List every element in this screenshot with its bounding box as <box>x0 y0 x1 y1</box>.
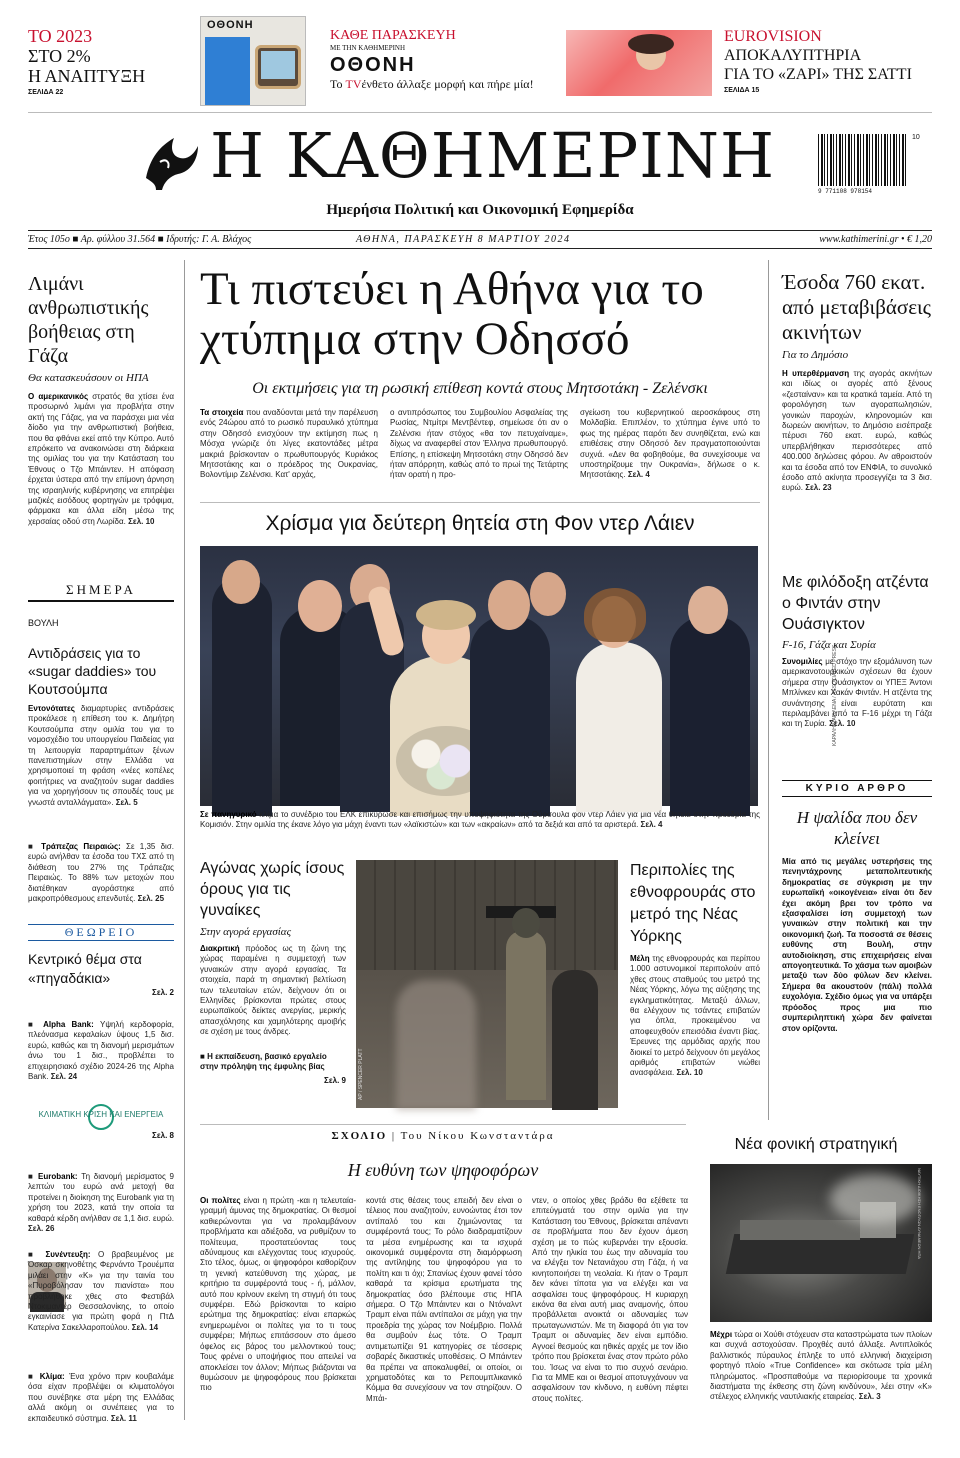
person-6-hair <box>584 588 646 642</box>
promo-right-line2: ΑΠΟΚΑΛΥΠΤΗΡΙΑ <box>724 47 862 64</box>
barcode-issue: 10 <box>912 134 920 141</box>
soldier-figure <box>506 930 546 1100</box>
main-col-3: σγείωση του κυβερνητικού αεροσκάφους στη Μολδαβία. Επιπλέον, το χτύπημα έγινε υπό το φως της ημέρας παρότι δεν συνηθίζεται, ενώ και επιθέσεις στην Οδησσό δεν πραγματοποιούνται συχνά. «Δεν θα φοβηθούμε, θα συνεχίσουμε να υποστηρίζουμε την Ουκρανία», δήλωσε ο κ. Μητσοτάκης. Σελ. 4 <box>580 408 760 480</box>
othoni-cover-logo: ΟΘΟΝΗ <box>207 19 254 31</box>
promo-left-ref: ΣΕΛΙΔΑ 22 <box>28 89 64 96</box>
eurobank-brief[interactable]: ■ Eurobank: Τη διανομή μερίσματος 9 λεπτών του ευρώ ανά μετοχή θα προτείνει η διοίκηση της Eurobank για τη χρήση του 2023, κατά την οποία τα καθαρά κέρδη ανήλθαν σε 1,1 δισ. ευρώ. Σελ. 26 <box>28 1172 175 1234</box>
dateline-left: Έτος 105ο ■ Αρ. φύλλου 31.564 ■ Ιδρυτής: Γ. Α. Βλάχος <box>28 234 252 245</box>
bullet-icon-2: ■ <box>28 1020 44 1029</box>
promo-left-line2: ΣΤΟ 2% <box>28 46 91 66</box>
gaza-story[interactable] <box>28 272 174 556</box>
women-body: Διακριτική πρόοδος ως τη ζώνη της χώρας παραμένει η συμμετοχή των γυναικών στην αγορά εργασίας. Τα στοιχεία, παρά τη σημαντική βελτίωση των τελευταίων ετών, δείχνουν ότι οι Ελληνίδες βρίσκονται πρώτες στους ευρωπαϊκούς δείκτες ανεργίας, μερικής απασχόλησης και χαμηλότερης αμοιβής σε σχέση με τους άνδρες. <box>200 944 346 1037</box>
gaza-title: Λιμάνι ανθρωπιστικής βοήθειας στη Γάζα <box>28 273 149 367</box>
scholio-author: Του Νίκου Κωνσταντάρα <box>400 1130 555 1142</box>
scholio-col-3: ντεν, ο οποίος χθες βράδυ θα εξέθετε τα επιτεύγματά του στην ομιλία για την Κατάσταση του Έθνους, βρίσκεται απέναντι σε προβλήματα που δεν έχουν άμεση σχέση με το πώς κυβερνάει την εξουσία. Από την ηλικία του έως την αδυναμία του να ελέγξει τον Νετανιάχου στη Γάζα, ή να κινητοποιήσει τη νεολαία. Κι ήταν ο Τραμπ δεν κάνει τίποτα για να ελέγξει και να ασφαλίσει τους ψηφοφόρους. Η κυριαρχη εικόνα θα είναι αυτή μιας αναμονής, όπου προβάλλεται ανοικτά οι αδυναμίες των πρωταγωνιστών. Με τη διαφορά ότι για τον Τραμπ οι αδυναμίες δεν είναι εμπόδιο. Αγνοεί θεσμούς και ηθικές αρχές με τον ίδιο τρόπο που βρίσκεται ένας στον πρώτο ρόλο του. Ίσως να είναι το πιο συχνό σενάριο. Για τα ΜΜΕ και οι θεσμοί αποτυγχάνουν να ασφαλίσουν τον κίνδυνο, η ευθύνη πέφτει στους πολίτες. <box>532 1196 688 1403</box>
person-6 <box>576 642 662 812</box>
climate-section[interactable] <box>28 1110 174 1140</box>
naval-body: Μέχρι τώρα οι Χούθι στόχευαν στα καταστρώματα των πλοίων και συχνά αστοχούσαν. Προχθές αυτό άλλαξε. Αντιπλοϊκός βαλλιστικός πύραυλος έπληξε το υπό ελληνική διαχείριση φορτηγό πλοίο «True Confidence» και σκότωσε τρία μέλη πληρώματος. «Προσπαθούμε να περιορίσουμε τα χρονικά διαστήματα της έκθεσης στη ζώνη κινδύνου», λέει στην «Κ» στέλεχος ελληνικής ναυτιλιακής εταιρείας. Σελ. 3 <box>710 1330 932 1402</box>
esoda-story[interactable] <box>782 270 932 515</box>
promo-right-kicker: EUROVISION <box>724 28 822 45</box>
vouli-label: ΒΟΥΛΗ <box>28 618 59 628</box>
promo-right-line3: ΓΙΑ ΤΟ «ΖΑΡΙ» ΤΗΣ ΣΑΤΤΙ <box>724 66 912 83</box>
main-deck: Οι εκτιμήσεις για τη ρωσική επίθεση κοντά στους Μητσοτάκη - Ζελένσκι <box>252 380 708 397</box>
gaza-body: Ο αμερικανικός στρατός θα χτίσει ένα προσωρινό λιμάνι για προβλήτα στην ακτή της Γάζας, για να παράσχει μια νέα δίοδο για την ανθρωπιστική βοήθεια, που θα φθάνει εκεί από την Κύπρο. Αυτό επρόκειτο να ανακοινώσει στη διάρκεια της ομιλίας του για την Κατάσταση του Έθνους ο Τζο Μπάιντεν. Η απόφαση έρχεται ύστερα από την επίμονη άρνηση της ισραηλινής κυβέρνησης να επιτρέψει μαζικές εισόδους φορτηγών με τρόφιμα, φάρμακα και άλλα είδη μέσω της χερσαίας οδού στη Λωρίδα. Σελ. 10 <box>28 392 174 526</box>
sugar-story[interactable] <box>28 644 174 830</box>
promo-left[interactable] <box>28 26 193 96</box>
smoke <box>830 1174 920 1224</box>
main-col-1: Τα στοιχεία που αναδύονται μετά την παρέλευση ενός 24ώρου από το ρωσικό πυραυλικό χτύπημα στην Οδησσό ενισχύουν την εκτίμηση πως η Μόσχα γνώριζε ότι λίγες εκατοντάδες μέτρα μακριά βρίσκονταν ο πρωθυπουργός Κυριάκος Μητσοτάκης και ο πρόεδρος της Ουκρανίας, Βολοντίμιρ Ζελένσκι. Κατ' αρχάς, <box>200 408 379 480</box>
promo-left-line3: Η ΑΝΑΠΤΥΞΗ <box>28 66 146 86</box>
othoni-cover-image[interactable] <box>200 16 306 106</box>
editorial[interactable] <box>782 780 932 1089</box>
rule-left-col <box>184 260 185 1420</box>
person-4-face <box>488 580 530 630</box>
masthead-title: Η ΚΑΘΗΜΕΡΙΝΗ <box>210 119 776 192</box>
bullet-icon: ■ <box>28 842 42 851</box>
climate-label: ΚΛΙΜΑΤΙΚΗ ΚΡΙΣΗ ΚΑΙ ΕΝΕΡΓΕΙΑ <box>38 1110 164 1119</box>
barcode <box>818 134 908 186</box>
promo-middle[interactable] <box>330 28 540 92</box>
alpha-brief[interactable]: ■ Alpha Bank: Υψηλή κερδοφορία, πλεόνασμα κεφαλαίων ύψους 1,5 δισ. ευρώ, καθώς και τη διανομή μερισμάτων άνω του 1 δισ., προβλέπει το επιχειρησιακό σχέδιο 2024-26 της Alpha Bank. Σελ. 24 <box>28 1020 174 1082</box>
bullet-icon-3: ■ <box>28 1172 39 1181</box>
editorial-body: Μία από τις μεγάλες υστερήσεις της πενηντάχρονης μεταπολιτευτικής δημοκρατίας σε σύγκριση με την ευρωπαϊκή «οικογένεια» είναι ότι δεν έχει ακόμη βρει τον τρόπο να εξασφαλίσει ίση συμμετοχή των γυναικών στην πολιτική και την οικονομική ζωή. Τα ποσοστά σε θέσεις ευθύνης στη Βουλή, στην αυτοδιοίκηση, στις επιχειρήσεις είναι απογοητευτικά. Το χάσμα των αμοιβών μεταξύ των δύο φύλων δεν κλείνει. Σήμερα θα ακουστούν (πάλι) πολλά ευχολόγια. Σχέδιο όμως για να υπάρξει πρόοδος προς μια πιο συμπεριληπτική χώρα δεν φαίνεται στον ορίζοντα. <box>782 857 932 1033</box>
commuter-blur <box>396 980 476 1110</box>
esoda-body: Η υπερθέρμανση της αγοράς ακινήτων και ιδίως οι αγορές από ξένους «ζεσταίναν» και τα κρατικά ταμεία. Από τη φορολόγηση των αγοραπωλησιών, γονικών παροχών, κληρονομιών και δωρεών ακινήτων, το Δημόσιο εισέπραξε πέρυσι 760 εκατ. ευρώ, καθώς υπερβλήθηκαν περισσότερες από 400.000 δηλώσεις φόρου. Αν αθροιστούν και τα έσοδα από τον ΕΝΦΙΑ, το συνολικό έσοδο από ακίνητα προσεγγίζει τα 3 δισ. ευρώ. Σελ. 23 <box>782 369 933 493</box>
sugar-body: Εντονότατες διαμαρτυρίες αντιδράσεις προκάλεσε η επίθεση του κ. Δημήτρη Κουτσούμπα στην ομιλία του για το νομοσχέδιο του υπουργείου Παιδείας για τη λειτουργία παραρτημάτων ξένων πανεπιστημίων στην Ελλάδα να χρησιμοποιεί τη φράση «νέες κοπέλες φοιτήτριες να αναζητούν sugar daddies για να χορηγήσουν τις σπουδές τους με γνωστά ανταλλάγματα». Σελ. 5 <box>28 704 174 807</box>
dateline-bottom-rule <box>28 248 932 249</box>
square-bullet-icon: ■ <box>200 1052 208 1061</box>
promo-divider <box>28 112 932 113</box>
agenda-title: Με φιλόδοξη ατζέντα ο Φιντάν στην Ουάσιγκτον <box>782 574 929 633</box>
scholio-col-2: κοντά στις θέσεις τους επειδή δεν είναι ο τέλειος που αναζητούν, ευνοώντας έτσι τον αντίπαλό του και ζημιώνοντας τα συμφέροντά τους; Το ρόλο διαδραματίζουν τα μέσα ενημέρωσης και τα ισχυρά οικονομικά συμφέροντα στη διαμόρφωση της αντίληψης του ψηφοφόρου για το πολίτη και τι όχι; Σπανίως έχουν φανεί τόσο καθαρά τα κρίσιμα ερωτήματα της δημοκρατίας όσο βλέπουμε στις ΗΠΑ σήμερα. Ο Τζο Μπάιντεν και ο Ντόναλντ Τραμπ είναι πάλι αντίπαλοι σε μάχη για την προεδρία της χώρας τον Νοέμβριο. Πολλά θα συμβούν έως τότε. Ο Τραμπ αντιμετωπίζει 91 κατηγορίες σε τέσσερις σοβαρές δικαστικές υποθέσεις. Ο Μπάιντεν θα πρέπει να αποκαλυφθεί, οι οποίοι, οι χρηματοδότες και το Ρεπουμπλικανικό Κόμμα θα συνεχίσουν να τον στηρίζουν. Ο Μπάι- <box>366 1196 522 1403</box>
theoreio-label: ΘΕΩΡΕΙΟ <box>28 924 174 941</box>
eurovision-photo[interactable] <box>566 30 712 96</box>
main-col-2: ο αντιπρόσωπος του Συμβουλίου Ασφαλείας της Ρωσίας, Ντμίτρι Μεντβέντεφ, σημείωσε ότι αν ο Ζελένσκι ήταν στόχος «θα τον πετυχαίναμε», δίχως να αναφερθεί στον Έλληνα πρωθυπουργό. Επίσης, η επίσκεψη Μητσοτάκη στην Οδησσό δεν ήταν απόρρητη, καθώς από το πρωί της Τετάρτης ήταν ορατή η προ- <box>390 408 568 480</box>
main-headline[interactable]: Τι πιστεύει η Αθήνα για το χτύπημα στην Οδησσό <box>200 263 704 365</box>
dateline-center: ΑΘΗΝΑ, ΠΑΡΑΣΚΕΥΗ 8 ΜΑΡΤΙΟΥ 2024 <box>356 234 571 245</box>
rule-right-col <box>768 260 769 1120</box>
promo-middle-logo: ΟΘΟΝΗ <box>330 54 416 76</box>
subway-credit: AP / SPENCER PLATT <box>358 1048 364 1100</box>
photo-credit: ΚΑΡΑΛΗ ΜΑΡΙΛΕΝΑ / ASSOCIATED PRESS <box>832 644 838 746</box>
person-2-face <box>298 580 342 632</box>
climate2-brief[interactable]: ■ Κλίμα: Ένα χρόνο πριν κουβαλάμε όσα είχαν προβλέψει οι κλιματολόγοι που συνέβηκε στα μέρη της Ελλάδας αλλά ακόμη οι συνέπειες για το εκπαιδευτικό σύστημα. Σελ. 11 <box>28 1372 174 1423</box>
center-hair <box>416 600 476 630</box>
pigadakia-title: Κεντρικό θέμα στα «πηγαδάκια» <box>28 951 142 986</box>
cover-left-panel <box>205 37 250 105</box>
pigadakia-story[interactable] <box>28 950 174 997</box>
naval-title[interactable]: Νέα φονική στρατηγική <box>734 1136 898 1153</box>
bullet-icon-5: ■ <box>28 1372 40 1381</box>
person-1 <box>212 576 272 816</box>
subway-title: Περιπολίες της εθνοφρουράς στο μετρό της Νέας Υόρκης <box>630 862 756 945</box>
barcode-number: 9 771108 978154 <box>818 188 873 195</box>
dateline-top-rule <box>28 230 932 231</box>
ship-hull <box>726 1234 915 1274</box>
agenda-story[interactable] <box>782 572 932 751</box>
women-title: Αγώνας χωρίς ίσους όρους για τις γυναίκες <box>200 860 345 919</box>
scholio-header: ΣΧΟΛΙΟ | Του Νίκου Κωνσταντάρα <box>331 1130 555 1142</box>
person-5-face <box>530 572 566 616</box>
promo-middle-sub: ΜΕ ΤΗΝ ΚΑΘΗΜΕΡΙΝΗ <box>330 44 406 52</box>
women-bullet[interactable]: ■ Η εκπαίδευση, βασικό εργαλείο στην πρόληψη της έμφυλης βίας <box>200 1052 327 1071</box>
person-1-face <box>222 560 260 604</box>
women-story[interactable] <box>200 858 346 1085</box>
women-deck: Στην αγορά εργασίας <box>200 926 292 938</box>
subway-photo[interactable] <box>356 860 618 1108</box>
agenda-body: Συνομιλίες με στόχο την εξομάλυνση των αμερικανοτουρκικών σχέσεων θα έχουν σήμερα στην Ουάσιγκτον οι ΥΠΕΞ Άντονι Μπλίνκεν και Χακάν Φιντάν. Η ατζέντα της συνάντησης είναι ευρύτατη και περιλαμβάνει από τα F-16 μέχρι τη Γάζα και τη Συρία. Σελ. 10 <box>782 657 932 729</box>
esoda-deck: Για το Δημόσιο <box>782 349 849 361</box>
subway-body: Μέλη της εθνοφρουράς και περίπου 1.000 αστυνομικοί περιπολούν από χθες στους σταθμούς του μετρό της Νέας Υόρκης, λόγω της αύξησης της εγκληματικότητας. Μεταξύ άλλων, θα ελέγχουν τις τσάντες επιβατών για όπλα, προκειμένου να αποφευχθούν επεισόδια έναντι βίας. Έρευνες της αρμόδιας αρχής που διοικεί το μετρό δείχνουν ότι μεγάλος αριθμός επιβατών νιώθει ανασφάλεια. Σελ. 10 <box>630 954 760 1078</box>
person-4 <box>470 616 550 816</box>
editorial-label: ΚΥΡΙΟ ΑΡΘΡΟ <box>782 780 932 797</box>
masthead-logo-icon <box>140 128 202 192</box>
cover-tv-screen <box>261 51 295 79</box>
scholio-rule <box>200 1124 686 1125</box>
simera-label: ΣΗΜΕΡΑ <box>28 582 174 602</box>
editorial-title: Η ψαλίδα που δεν κλείνει <box>796 808 918 848</box>
esoda-title: Έσοδα 760 εκατ. από μεταβιβάσεις ακινήτων <box>782 270 931 344</box>
photo-caption: Σε πανηγυρικό κλίμα το συνέδριο του ΕΛΚ επικύρωσε και επισήμως την υποψηφιότητα της Ούρσουλα φον ντερ Λάιεν για μια νέα θητεία στην προεδρία της Κομισιόν. Στην ομιλία της έκανε λόγο για μάχη έναντι των «λαϊκιστών» και των «ακραίων» από τα δεξιά και από τα αριστερά. Σελ. 4 <box>200 810 760 830</box>
promo-middle-tagline: Το TVένθετο άλλαξε μορφή και πήρε μία! <box>330 77 534 91</box>
person-7-face <box>688 586 728 634</box>
climate-ref: Σελ. 8 <box>152 1131 174 1140</box>
soldier-head <box>512 908 540 938</box>
bullet-icon-4: ■ <box>28 1250 46 1259</box>
eurovision-hair <box>628 34 674 54</box>
ship-credit: ΝΑΥΤΙΚΗ ΔΙΟΙΚΗΣΗ ΕΝΟΠΛΩΝ ΔΥΝΑΜΕΩΝ ΗΠΑ <box>917 1168 922 1259</box>
women-ref: Σελ. 9 <box>324 1076 346 1085</box>
sugar-title: Αντιδράσεις για το «sugar daddies» του Κουτσούμπα <box>28 645 157 697</box>
interview-brief[interactable]: ■ Συνέντευξη: Ο βραβευμένος με Όσκαρ σκηνοθέτης Φερνάντο Τρουέμπα μιλάει στην «Κ» για την ταινία του «Πυροβόλησαν τον πιανίστα» που προβλήθηκε χθες στο Φεστιβάλ Ντοκιμαντέρ Θεσσαλονίκης, το οποίο εγκαινίασε για πρώτη φορά η ΠτΔ Κατερίνα Σακελλαροπούλου. Σελ. 14 <box>28 1250 174 1332</box>
ship-photo[interactable] <box>710 1164 932 1322</box>
masthead-subtitle: Ημερήσια Πολιτική και Οικονομική Εφημερίδα <box>326 202 634 218</box>
photo-story-headline[interactable]: Χρίσμα για δεύτερη θητεία στη Φον ντερ Λάιεν <box>265 512 695 535</box>
subway-story[interactable] <box>630 860 760 1112</box>
person-7 <box>670 616 750 816</box>
agenda-deck: F-16, Γάζα και Συρία <box>782 639 876 651</box>
promo-right-ref: ΣΕΛΙΔΑ 15 <box>724 87 760 94</box>
gaza-deck: Θα κατασκευάσουν οι ΗΠΑ <box>28 372 149 384</box>
piraeus-brief[interactable]: ■ Τράπεζας Πειραιώς: Σε 1,35 δισ. ευρώ ανήλθαν τα έσοδα του ΤΧΣ από τη διάθεση του 27% της Τράπεζας Πειραιώς. Το 88% των μετοχών που διατέθηκαν αγοράστηκε από μακροπρόθεσμους επενδυτές. Σελ. 25 <box>28 842 174 904</box>
scholio-label: ΣΧΟΛΙΟ <box>331 1130 388 1142</box>
promo-right[interactable] <box>724 28 944 94</box>
commuter-2 <box>552 970 598 1110</box>
ship-deck <box>740 1220 860 1240</box>
photo-story-rule <box>200 502 760 503</box>
pigadakia-ref: Σελ. 2 <box>152 988 174 997</box>
scholio-col-1: Οι πολίτες είναι η πρώτη -και η τελευταία- γραμμή άμυνας της δημοκρατίας. Οι θεσμοί καθιερώνονται για να προλαμβάνουν προβλήματα και αδιέξοδα, να ρυθμίζουν το πολίτευμα, προστατεύοντας τους αδύναμους και ελέγχοντας τους ισχυρούς. Στο τέλος, όμως, οι ψηφοφόροι καθορίζουν τη γενική κατεύθυνση της χώρας, με κριτήριο τα συμφέροντά τους - ή, μάλλον, αυτό που κρίνουν εκείνη τη στιγμή ότι τους συμφέρει. Εδώ βρίσκονται το καίριο ερώτημα της δημοκρατίας: είναι επαρκώς ενημερωμένοι οι πολίτες για το τι τους συμφέρει; Μήπως επιτάσσουν στο άμεσο όφελος εις βάρος του μελλοντικού τους; Τους φρένει ο υποψήφιος που απειλεί να αποκλείσει τον άλλον; Μήπως βιάζονται να θυμώσουν με ψηφοφόρους που βρίσκεται πιο <box>200 1196 357 1393</box>
scholio-title[interactable]: Η ευθύνη των ψηφοφόρων <box>347 1160 539 1180</box>
dateline-right: www.kathimerini.gr • € 1,20 <box>819 234 932 245</box>
promo-middle-kicker: ΚΑΘΕ ΠΑΡΑΣΚΕΥΗ <box>330 28 456 43</box>
promo-left-line1: ΤΟ 2023 <box>28 26 93 46</box>
